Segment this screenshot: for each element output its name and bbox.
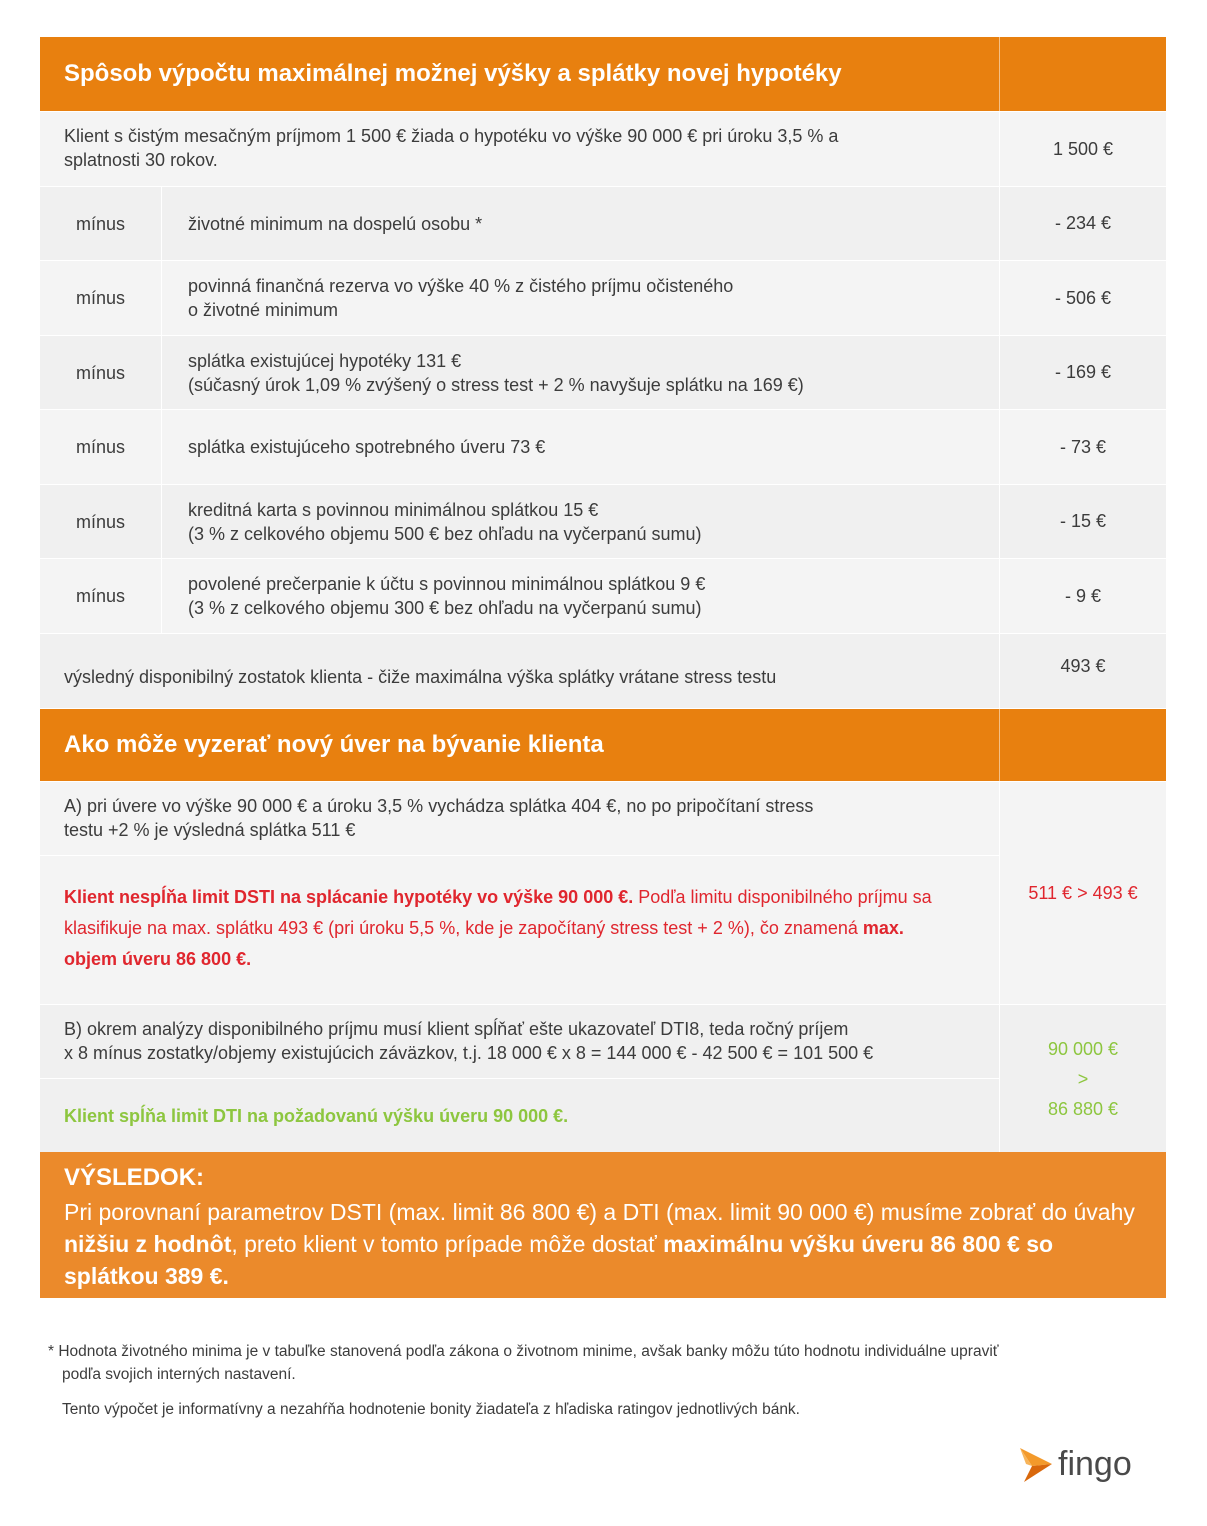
- deduction-text-2: (3 % z celkového objemu 500 € bez ohľadu na vyčerpanú sumu): [188, 523, 702, 544]
- minus-label: mínus: [40, 559, 162, 633]
- result-box-title: VÝSLEDOK:: [64, 1164, 205, 1191]
- deduction-text: splátka existujúceho spotrebného úveru 73 €: [188, 437, 546, 457]
- deduction-text-2: (súčasný úrok 1,09 % zvýšený o stress test + 2 % navyšuje splátku na 169 €): [188, 374, 804, 395]
- option-b-line2: x 8 mínus zostatky/objemy existujúcich záväzkov, t.j. 18 000 € x 8 = 144 000 € - 42 500 € = 101 500 €: [64, 1043, 874, 1063]
- intro-value: 1 500 €: [1052, 138, 1114, 159]
- deduction-row: [40, 485, 1166, 559]
- minus-label: mínus: [40, 187, 162, 260]
- option-b-value1: 90 000 €: [1047, 1038, 1119, 1059]
- option-b: [40, 1005, 1166, 1152]
- option-b-line1: B) okrem analýzy disponibilného príjmu musí klient spĺňať ešte ukazovateľ DTI8, teda ročný príjem: [64, 1019, 849, 1039]
- minus-label: mínus: [40, 410, 162, 484]
- deduction-text: povinná finančná rezerva vo výške 40 % z čistého príjmu očisteného: [188, 276, 734, 296]
- deduction-text: splátka existujúcej hypotéky 131 €: [188, 350, 462, 371]
- result-box-text: Pri porovnaní parametrov DSTI (max. limit 86 800 €) a DTI (max. limit 90 000 €) musíme zobrať do úvahy nižšiu z hodnôt, preto klient v tomto prípade môže dostať maximálnu výšku úveru 86 800 € so splátkou 389 €.: [64, 1199, 1135, 1289]
- footnote-1b: podľa svojich interných nastavení.: [62, 1366, 296, 1383]
- deduction-value: - 15 €: [1059, 511, 1107, 531]
- minus-label: mínus: [40, 485, 162, 558]
- deduction-value: - 234 €: [1054, 213, 1112, 233]
- option-a: [40, 782, 1166, 1005]
- logo-text: fingo: [1058, 1444, 1132, 1483]
- deduction-row: [40, 336, 1166, 410]
- option-b-value2: >: [1077, 1068, 1089, 1089]
- option-a-line2: testu +2 % je výsledná splátka 511 €: [64, 820, 356, 840]
- footnote-1: * Hodnota životného minima je v tabuľke stanovená podľa zákona o životnom minime, avšak banky môžu túto hodnotu individuálne upraviť: [48, 1343, 999, 1360]
- intro-text: Klient s čistým mesačným príjmom 1 500 € žiada o hypotéku vo výške 90 000 € pri úroku 3,5 % a splatnosti 30 rokov.: [40, 112, 1000, 186]
- option-a-dsti-note: [40, 856, 999, 1004]
- section1-title: Spôsob výpočtu maximálnej možnej výšky a splátky novej hypotéky: [40, 37, 1000, 111]
- deduction-row: [40, 559, 1166, 634]
- deduction-row: [40, 187, 1166, 261]
- option-a-value: 511 € > 493 €: [1028, 882, 1138, 903]
- section2-header: [40, 709, 1166, 782]
- fingo-bird-icon: [1018, 1444, 1054, 1484]
- option-a-red-bold2: max. objem úveru 86 800 €.: [64, 918, 904, 969]
- fingo-logo: [1018, 1442, 1148, 1486]
- section1-header: [40, 37, 1166, 112]
- deduction-text: kreditná karta s povinnou minimálnou splátkou 15 €: [188, 499, 599, 520]
- deduction-text: životné minimum na dospelú osobu *: [188, 213, 483, 234]
- deduction-row: [40, 410, 1166, 485]
- intro-row: [40, 112, 1166, 187]
- result-box: [40, 1152, 1166, 1298]
- option-a-line1: A) pri úvere vo výške 90 000 € a úroku 3,5 % vychádza splátka 404 €, no po pripočítaní stress: [64, 796, 814, 816]
- minus-label: mínus: [40, 336, 162, 409]
- deduction-value: - 169 €: [1054, 362, 1112, 382]
- minus-label: mínus: [40, 261, 162, 335]
- deduction-value: - 506 €: [1054, 287, 1112, 308]
- deduction-value: - 9 €: [1064, 585, 1102, 606]
- option-b-dti-note: Klient spĺňa limit DTI na požadovanú výšku úveru 90 000 €.: [64, 1105, 569, 1126]
- result-text: výsledný disponibilný zostatok klienta - čiže maximálna výška splátky vrátane stress testu: [40, 634, 1000, 708]
- option-a-red-text: Podľa limitu disponibilného príjmu sa klasifikuje na max. splátku 493 € (pri úroku 5,5 %, kde je započítaný stress test + 2 %), čo znamená: [64, 887, 932, 938]
- deduction-row: [40, 261, 1166, 336]
- deduction-text: povolené prečerpanie k účtu s povinnou minimálnou splátkou 9 €: [188, 574, 706, 594]
- result-value: 493 €: [1060, 656, 1106, 676]
- result-row: [40, 634, 1166, 709]
- deduction-value: - 73 €: [1059, 436, 1107, 457]
- footer-notes: [48, 1340, 1148, 1421]
- deduction-text-2: (3 % z celkového objemu 300 € bez ohľadu na vyčerpanú sumu): [188, 598, 702, 618]
- deduction-text-2: o životné minimum: [188, 300, 339, 320]
- section2-title: Ako môže vyzerať nový úver na bývanie klienta: [40, 709, 1000, 781]
- footnote-2: Tento výpočet je informatívny a nezahŕňa hodnotenie bonity žiadateľa z hľadiska ratingov jednotlivých bánk.: [62, 1401, 800, 1418]
- calculation-table: [40, 37, 1166, 1298]
- option-b-value: [1000, 1005, 1166, 1152]
- option-b-value3: 86 880 €: [1047, 1098, 1119, 1119]
- option-a-red-bold: Klient nespĺňa limit DSTI na splácanie hypotéky vo výške 90 000 €.: [64, 887, 634, 907]
